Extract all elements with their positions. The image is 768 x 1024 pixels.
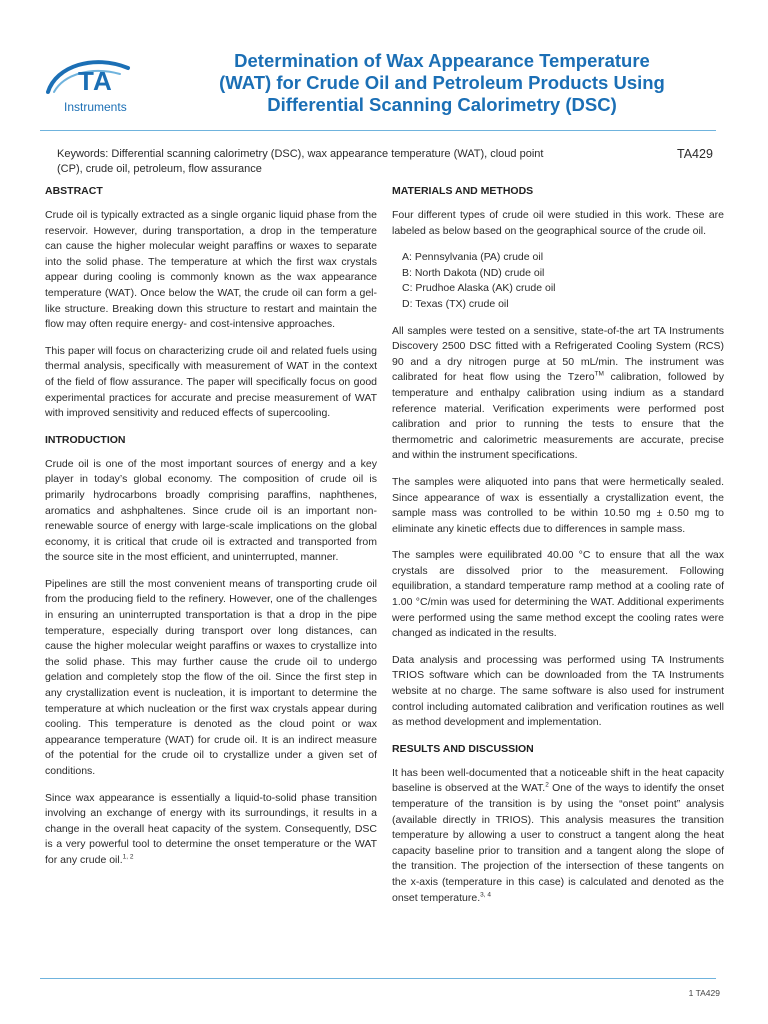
sample-item: C: Prudhoe Alaska (AK) crude oil	[402, 282, 556, 295]
ta-instruments-logo	[42, 52, 138, 116]
keywords: Keywords: Differential scanning calorimetry (DSC), wax appearance temperature (WAT), cloud point (CP), crude oil, petroleum, flow assurance	[57, 148, 544, 175]
citation-ref: 1, 2	[122, 853, 134, 861]
materials-methods-heading: MATERIALS AND METHODS	[392, 185, 534, 197]
logo-mark: TA	[78, 66, 113, 96]
citation-ref: 3, 4	[480, 891, 491, 899]
trademark-mark: TM	[594, 370, 604, 378]
title-line-2: (WAT) for Crude Oil and Petroleum Products Using	[219, 72, 665, 93]
materials-paragraph-3: The samples were aliquoted into pans that were hermetically sealed. Since appearance of wax is essentially a crystallization event, the sample mass was controlled to be within 10.50 mg ± 0.50 mg to eliminate any kinetic effects due to differences in sample mass.	[392, 475, 724, 535]
page-footer: 1 TA429	[688, 988, 720, 998]
materials-paragraph-5: Data analysis and processing was performed using TA Instruments TRIOS software which can be downloaded from the TA Instruments website at no charge. The same software is also used for instrument control including automated calibration and verification routines as well as method development and implementation.	[392, 653, 724, 729]
document-id: TA429	[677, 147, 713, 161]
results-paragraph-1-text-b: One of the ways to identify the onset temperature of the transition is by using the “onset point” analysis (available directly in TRIOS). This analysis measures the transition temperature by allowing a user to construct a tangent along the heat capacity baseline prior to transition and a tangent along the slope of the transition. The projection of the intersection of these tangents on the x-axis (temperature in this case) is calculated and denoted as the onset temperature.	[392, 782, 724, 904]
materials-paragraph-2	[392, 324, 724, 464]
materials-paragraph-2-text-b: calibration, followed by temperature and enthalpy calibration using indium as a standard reference material. Verification experiments were performed post calibration and prior to running the tests to ensure that the thermometric and calorimetric measurements are accurate, precise and within the instrument specifications.	[392, 371, 724, 462]
sample-item: D: Texas (TX) crude oil	[402, 297, 509, 310]
sample-list	[402, 250, 724, 312]
introduction-heading: INTRODUCTION	[45, 433, 126, 446]
footer-divider	[40, 978, 716, 979]
header-divider	[40, 130, 716, 131]
introduction-paragraph-3	[45, 791, 377, 869]
results-paragraph-1	[392, 766, 724, 906]
materials-paragraph-4: The samples were equilibrated 40.00 °C to ensure that all the wax crystals are dissolved prior to the measurement. Following equilibration, a standard temperature ramp method at a cooling rate of 1.00 °C/min was used for determining the WAT. Additional experiments were performed using the same method except the cooling rates were changed as indicated in the results.	[392, 549, 724, 640]
logo-subtitle: Instruments	[64, 100, 127, 114]
introduction-paragraph-2: Pipelines are still the most convenient means of transporting crude oil from the producing field to the refinery. However, one of the challenges in ensuring an uninterrupted transportation is that a drop in the pipe temperature, especially during transport over long distances, can cause the higher molecular weight paraffins or waxes to crystallize into the solid phase. This may further cause the crude oil to undergo gelation and completely stop the flow of the oil. Since the first step in any crystallization event is nucleation, it is important to determine the temperature at which nucleation or the first wax crystals appear during cooling. This temperature is denoted as the cloud point or wax appearance temperature (WAT) for crude oil. It is an indirect measure of the potential for the crude oil to crystallize under a given set of conditions.	[45, 577, 377, 777]
title-line-1: Determination of Wax Appearance Temperature	[234, 50, 650, 71]
introduction-paragraph-3-text: Since wax appearance is essentially a liquid-to-solid phase transition involving an exchange of energy with its surroundings, it results in a change in the overall heat capacity of the system. Consequently, DSC is a very powerful tool to determine the onset temperature or the WAT for any crude oil.	[45, 791, 377, 866]
materials-paragraph-1: Four different types of crude oil were studied in this work. These are labeled as below based on the geographical source of the crude oil.	[392, 209, 724, 237]
abstract-paragraph-2: This paper will focus on characterizing crude oil and related fuels using thermal analysis, specifically with measurement of WAT in the context of the field of flow assurance. The paper will specifically focus on good experimental practices for accurate and precise measurement of WAT with improved sensitivity and reduced effects of supercooling.	[45, 344, 377, 420]
sample-item: B: North Dakota (ND) crude oil	[402, 266, 545, 279]
sample-item: A: Pennsylvania (PA) crude oil	[402, 251, 544, 264]
abstract-paragraph-1: Crude oil is typically extracted as a single organic liquid phase from the reservoir. However, during transportation, a drop in the temperature can cause the higher molecular weight paraffins or waxes to separate into the solid phase. The temperature at which the first wax crystals appear during cooling is commonly known as the wax appearance temperature (WAT). Once below the WAT, the crude oil can form a gel-like structure. Breaking down this structure to restart and maintain the flow may often require energy- and cost-intensive approaches.	[45, 209, 377, 331]
page-title	[170, 50, 714, 116]
results-paragraph-1-text-a: It has been well-documented that a noticeable shift in the heat capacity baseline is observed at the WAT.	[392, 766, 724, 795]
results-discussion-heading: RESULTS AND DISCUSSION	[392, 742, 534, 755]
materials-paragraph-2-text-a: All samples were tested on a sensitive, state-of-the art TA Instruments Discovery 2500 DSC fitted with a Refrigerated Cooling System (RCS) 90 and a dry nitrogen purge at 50 mL/min. The instrument was calibrated for heat flow using the Tzero	[392, 324, 724, 384]
abstract-heading: ABSTRACT	[45, 185, 103, 197]
citation-ref: 2	[545, 781, 549, 789]
title-line-3: Differential Scanning Calorimetry (DSC)	[267, 94, 617, 115]
introduction-paragraph-1: Crude oil is one of the most important sources of energy and a key player in today’s global economy. The composition of crude oil is primarily hydrocarbons broadly comprising paraffins, naphthenes, aromatics and ashphaltenes. Since crude oil is an important non-renewable source of energy with large-scale implications on the global economy, it is critical that crude oil is extracted and transported from the source site in the most efficient, and uninterrupted, manner.	[45, 457, 377, 564]
right-column	[392, 184, 724, 917]
left-column	[45, 184, 377, 880]
